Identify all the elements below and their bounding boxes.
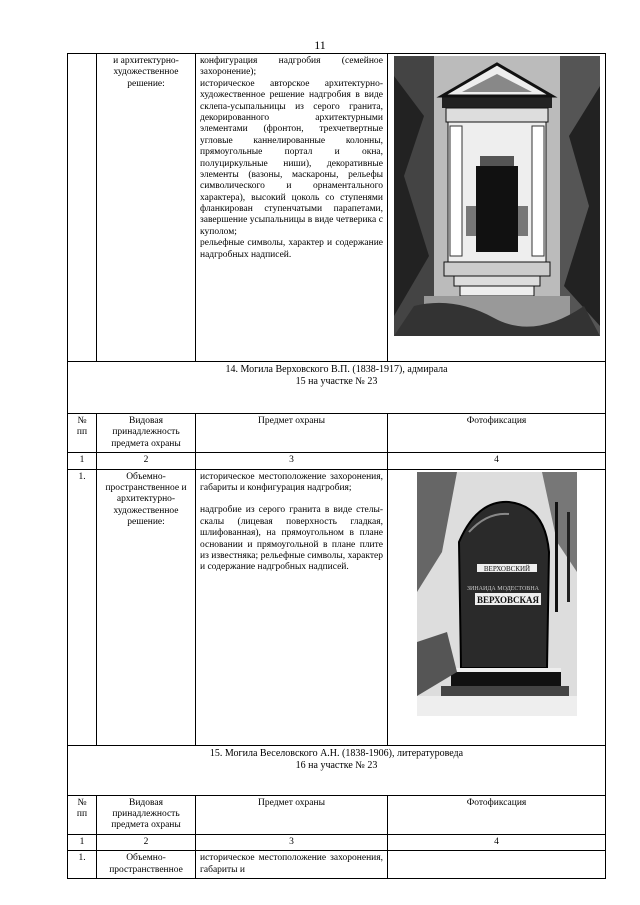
section-title: 15. Могила Веселовского А.Н. (1838-1906), литературоведа 16 на участке № 23 [68, 745, 606, 795]
header-photo: Фотофиксация [388, 795, 606, 834]
protection-table [67, 53, 606, 879]
header-subject: Предмет охраны [196, 414, 388, 453]
column-number-row: 1 2 3 4 [68, 453, 606, 469]
cell-num: 1. [68, 469, 97, 745]
cell-photo [388, 469, 606, 745]
inscription-top: ВЕРХОВСКИЙ [483, 564, 530, 573]
cell-type: Объемно-пространственное [97, 851, 196, 879]
header-type: Видовая принадлежность предмета охраны [97, 414, 196, 453]
cell-num [68, 54, 97, 362]
inscription-mid: ЗИНАИДА МОДЕСТОВНА [466, 585, 539, 592]
table-row [68, 851, 606, 879]
cell-subject: конфигурация надгробия (семейное захоронение); историческое авторское архитектурно-художественное решение надгробия в виде склепа-усыпальницы из серого гранита, декорированного архитектурными элементами (фронтон, трехчетвертные угловые каннелированные колонны, прямоугольные портал и окна, полуциркульные ниши), декоративные элементы (вазоны, маскароны, рельефы символического и орнаментального характера), высокий цоколь со ступенями фланкирован ступенчатыми парапетами, завершение усыпальницы в виде четверика с куполом; рельефные символы, характер и содержание надгробных надписей. [196, 54, 388, 362]
header-num: № пп [68, 795, 97, 834]
header-row [68, 795, 606, 834]
cell-photo [388, 54, 606, 362]
header-photo: Фотофиксация [388, 414, 606, 453]
header-type: Видовая принадлежность предмета охраны [97, 795, 196, 834]
section-title: 14. Могила Верховского В.П. (1838-1917), адмирала 15 на участке № 23 [68, 362, 606, 414]
cell-subject: историческое местоположение захоронения, габариты и конфигурация надгробия; надгробие из серого гранита в виде стелы-скалы (лицевая поверхность гладкая, шлифованная), на прямоугольном в плане основании и прямоугольной в плане плите из известняка; рельефные символы, характер и содержание надгробных надписей. [196, 469, 388, 745]
table-row [68, 54, 606, 362]
crypt-photo [394, 56, 600, 336]
cell-subject: историческое местоположение захоронения, габариты и [196, 851, 388, 879]
section-title-row [68, 745, 606, 795]
cell-type: Объемно-пространственное и архитектурно-художественное решение: [97, 469, 196, 745]
header-row [68, 414, 606, 453]
header-subject: Предмет охраны [196, 795, 388, 834]
stele-photo [417, 472, 577, 716]
section-title-row [68, 362, 606, 414]
page-number: 11 [314, 38, 326, 52]
table-row [68, 469, 606, 745]
cell-type: и архитектурно-художественное решение: [97, 54, 196, 362]
inscription-name: ВЕРХОВСКАЯ [476, 594, 539, 605]
column-number-row: 1 2 3 4 [68, 834, 606, 850]
cell-num: 1. [68, 851, 97, 879]
header-num: № пп [68, 414, 97, 453]
cell-photo [388, 851, 606, 879]
